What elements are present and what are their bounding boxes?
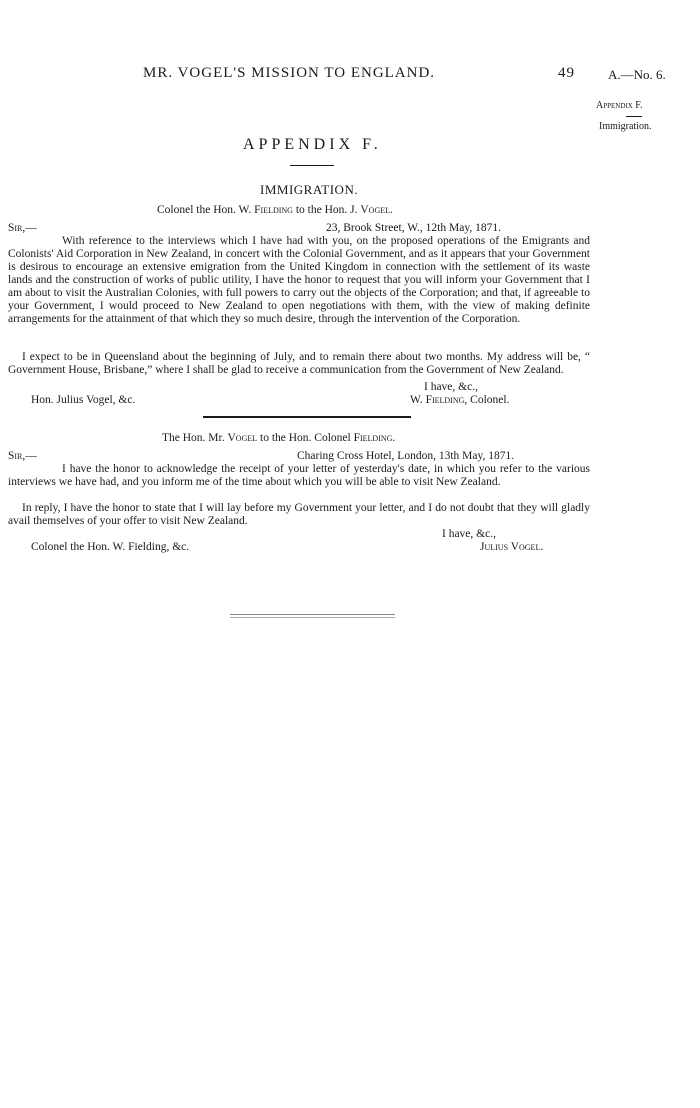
end-rule-bottom xyxy=(230,617,395,618)
letter2-closing: I have, &c., xyxy=(442,528,496,540)
letter1-heading: Colonel the Hon. W. Fielding to the Hon. J. Vogel. xyxy=(157,204,393,216)
letter1-paragraph-1: With reference to the interviews which I have had with you, on the proposed operations of the Emigrants and Colonists' Aid Corporation in New Zealand, in concert with the Colonial Government, and as it appears that your Government is desirous to encourage an extensive emigration from the United Kingdom in connection with the settlement of its waste lands and the construction of works of public utility, I have the honor to request that you will inform your Government that I am about to visit the Australian Colonies, with full powers to carry out the objects of the Corporation; and that, if agreeable to your Government, I would proceed to New Zealand to open negotiations with them, with the view of making definite arrangements for the attainment of that which they so much desire, through the intervention of the Corporation. xyxy=(8,235,590,325)
letter1-closing: I have, &c., xyxy=(424,381,478,393)
letter2-salutation: Sir,— xyxy=(8,450,37,462)
letter2-addressee: Colonel the Hon. W. Fielding, &c. xyxy=(31,541,190,553)
page-number: 49 xyxy=(558,65,575,81)
title-rule xyxy=(290,165,334,166)
letter2-signature: Julius Vogel. xyxy=(480,541,544,553)
letter1-salutation: Sir,— xyxy=(8,222,37,234)
running-title: MR. VOGEL'S MISSION TO ENGLAND. xyxy=(143,65,436,81)
document-reference: A.—No. 6. xyxy=(608,67,666,82)
letter-separator xyxy=(203,416,411,418)
appendix-title: APPENDIX F. xyxy=(243,136,382,153)
section-title: IMMIGRATION. xyxy=(260,182,359,197)
letter2-heading: The Hon. Mr. Vogel to the Hon. Colonel Fielding. xyxy=(162,432,396,444)
letter1-paragraph-2: I expect to be in Queensland about the beginning of July, and to remain there about two months. My address will be, “ Government House, Brisbane,” where I shall be glad to receive a communication from the Government of New Zealand. xyxy=(8,351,590,376)
margin-note-appendix: Appendix F. xyxy=(596,100,643,111)
letter1-signature: W. Fielding, Colonel. xyxy=(410,394,510,406)
margin-note-rule xyxy=(626,116,642,117)
letter2-paragraph-2: In reply, I have the honor to state that I will lay before my Government your letter, and I do not doubt that they will gladly avail themselves of your offer to visit New Zealand. xyxy=(8,502,590,527)
letter1-address-date: 23, Brook Street, W., 12th May, 1871. xyxy=(326,222,501,234)
letter2-paragraph-1: I have the honor to acknowledge the receipt of your letter of yesterday's date, in which you refer to the various interviews we have had, and you inform me of the time about which you will be able to visit New Zealand. xyxy=(8,463,590,488)
letter1-addressee: Hon. Julius Vogel, &c. xyxy=(31,394,136,406)
letter2-address-date: Charing Cross Hotel, London, 13th May, 1871. xyxy=(297,450,515,462)
end-rule-top xyxy=(230,614,395,615)
margin-note-topic: Immigration. xyxy=(599,121,652,132)
